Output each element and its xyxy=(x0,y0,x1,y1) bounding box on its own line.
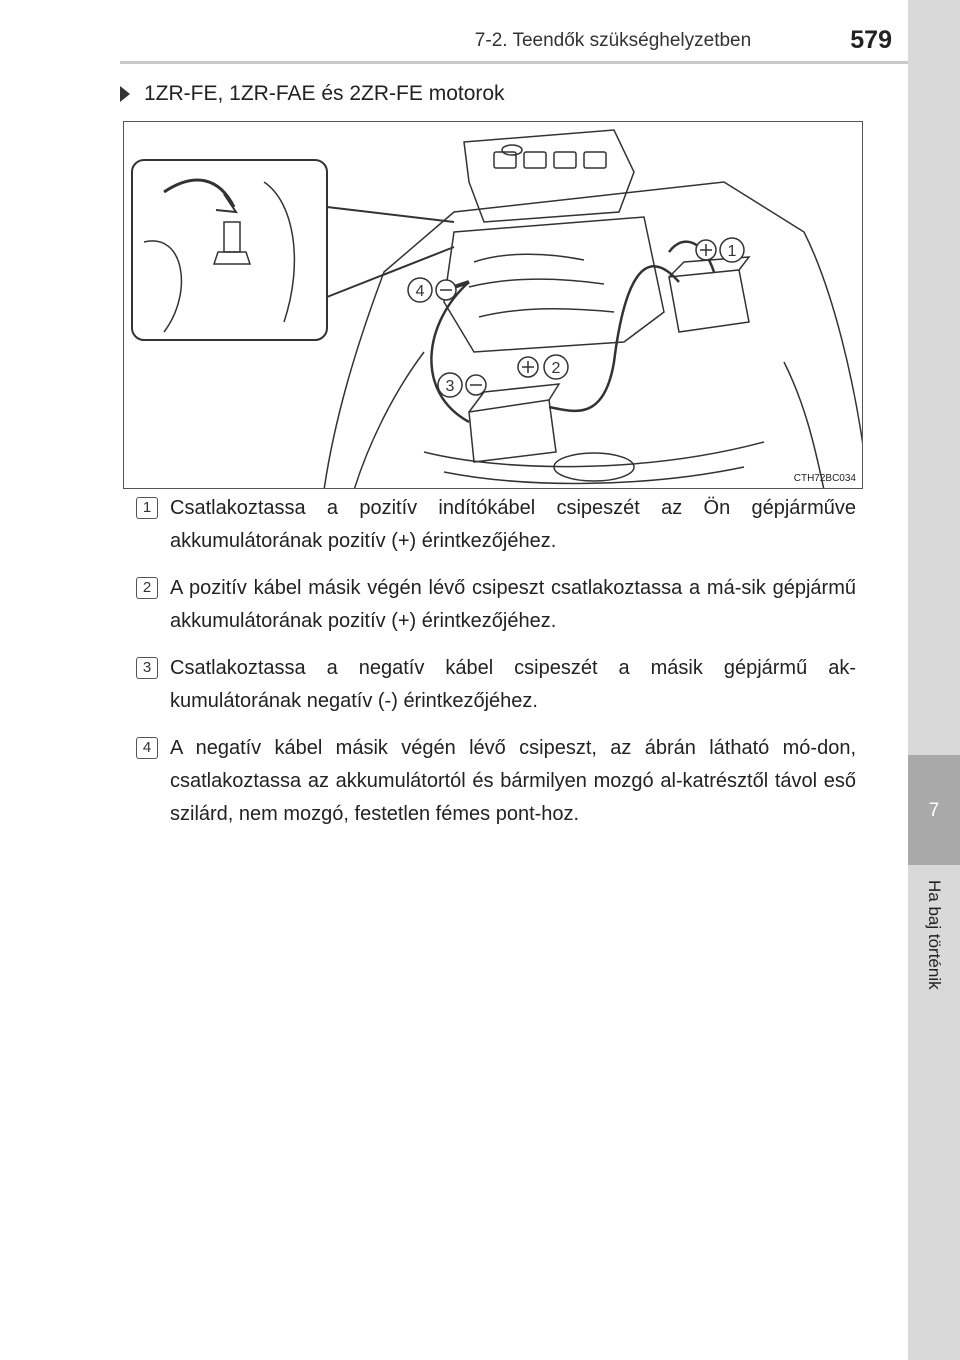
step-number-badge: 1 xyxy=(136,497,158,519)
step-text: A negatív kábel másik végén lévő csipeszt, az ábrán látható mó-don, csatlakoztassa az akkumulátortól és bármilyen mozgó al-katrésztől távol eső szilárd, nem mozgó, festetlen fémes pont-hoz. xyxy=(170,737,856,825)
callout-layer xyxy=(124,122,863,489)
chapter-title: Ha baj történik xyxy=(925,880,944,990)
chapter-side-tab xyxy=(908,0,960,1360)
step-text: Csatlakoztassa a pozitív indítókábel csipeszét az Ön gépjárműve akkumulátorának pozitív (+) érintkezőjéhez. xyxy=(170,497,856,552)
engine-jump-start-illustration xyxy=(123,121,863,489)
header-section-title: 7-2. Teendők szükséghelyzetben xyxy=(474,30,752,51)
svg-text:4: 4 xyxy=(415,283,425,300)
step-number-badge: 2 xyxy=(136,577,158,599)
step-text: Csatlakoztassa a negatív kábel csipeszét a másik gépjármű ak-kumulátorának negatív (-) érintkezőjéhez. xyxy=(170,657,856,712)
step-item xyxy=(136,732,856,831)
step-text: A pozitív kábel másik végén lévő csipeszt csatlakoztassa a má-sik gépjármű akkumulátorának pozitív (+) érintkezőjéhez. xyxy=(170,577,856,632)
section-heading-text: 1ZR-FE, 1ZR-FAE és 2ZR-FE motorok xyxy=(144,82,505,105)
header-divider xyxy=(120,61,908,64)
step-item xyxy=(136,572,856,638)
step-item xyxy=(136,492,856,558)
step-item xyxy=(136,652,856,718)
page-number: 579 xyxy=(850,26,892,54)
chapter-number: 7 xyxy=(928,800,940,821)
step-number-badge: 3 xyxy=(136,657,158,679)
callout-3-minus xyxy=(438,373,486,397)
svg-text:2: 2 xyxy=(551,360,561,377)
instruction-steps xyxy=(136,492,856,845)
svg-text:3: 3 xyxy=(445,378,455,395)
svg-text:1: 1 xyxy=(727,243,737,260)
callout-4-minus xyxy=(408,278,456,302)
figure-code: CTH72BC034 xyxy=(793,473,856,484)
section-heading xyxy=(120,82,505,106)
step-number-badge: 4 xyxy=(136,737,158,759)
triangle-bullet-icon xyxy=(120,86,130,102)
callout-1-plus xyxy=(696,238,744,262)
callout-2-plus xyxy=(518,355,568,379)
